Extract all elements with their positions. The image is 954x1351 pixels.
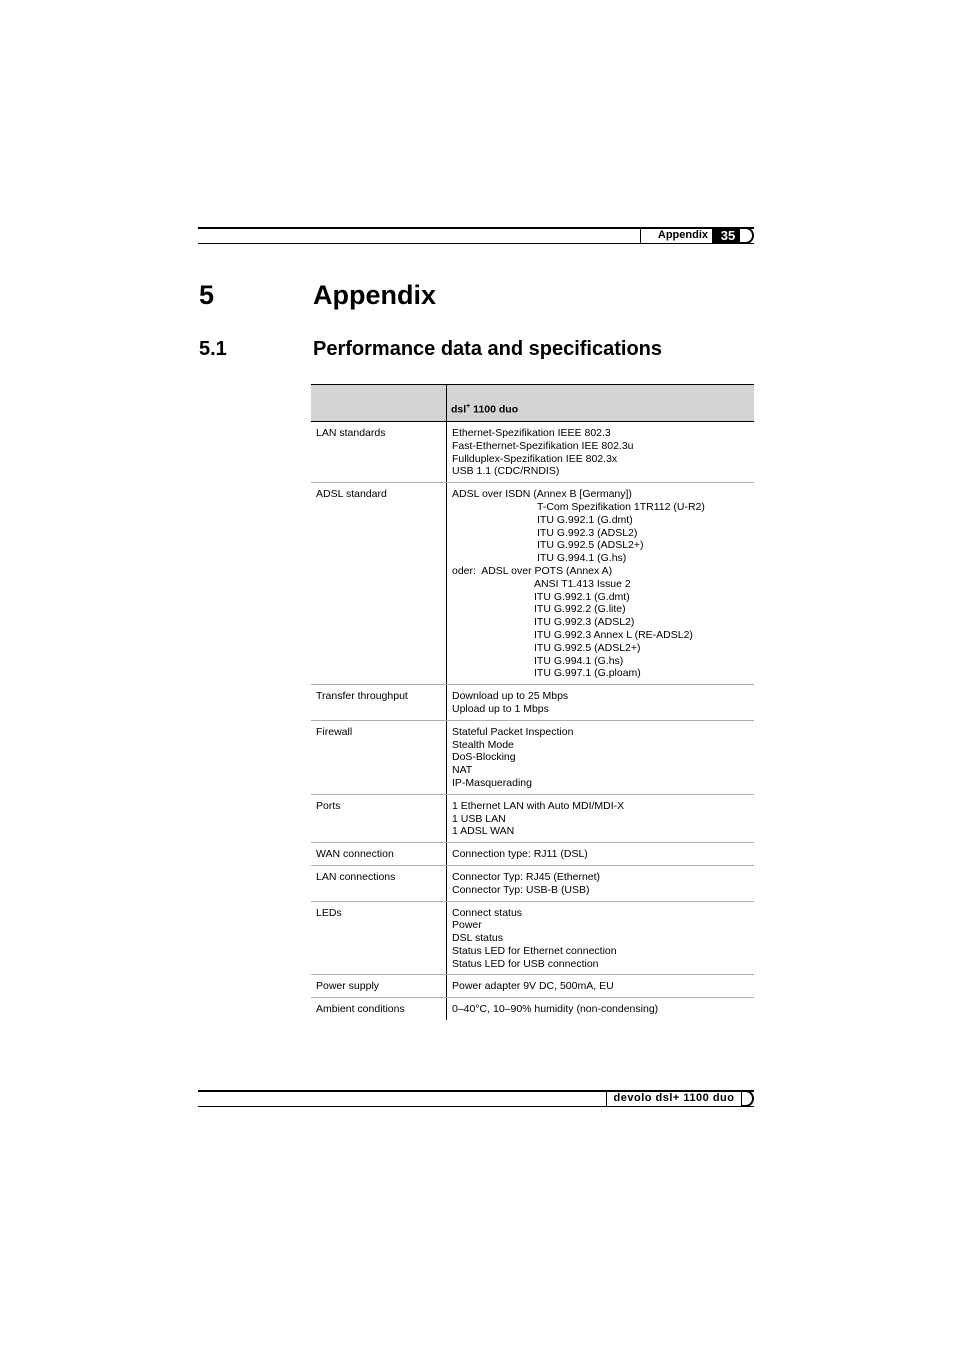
spec-value-line: Connection type: RJ11 (DSL) (452, 848, 588, 861)
spec-label: Transfer throughput (311, 685, 447, 721)
spec-value-line: Power (452, 919, 482, 932)
spec-label: Ambient conditions (316, 1003, 405, 1016)
spec-value-line: 0–40°C, 10–90% humidity (non-condensing) (452, 1003, 659, 1016)
spec-label: LEDs (311, 901, 447, 975)
spec-value-line: Connect status (452, 906, 523, 919)
spec-value-line: Connector Typ: USB-B (USB) (452, 883, 590, 896)
spec-label: ADSL standard (311, 483, 447, 685)
table-row (311, 843, 754, 866)
spec-value-line: IP-Masquerading (452, 776, 532, 789)
spec-value-line: Upload up to 1 Mbps (452, 702, 549, 715)
spec-value-line: 1 USB LAN (452, 812, 506, 825)
spec-value-line: ITU G.992.5 (ADSL2+) (537, 539, 644, 552)
header-page-number: 35 (712, 227, 744, 244)
spec-value-line: Stealth Mode (452, 738, 514, 751)
spec-value-line: Fast-Ethernet-Spezifikation IEE 802.3u (452, 439, 634, 452)
table-row (311, 483, 754, 685)
spec-value-line: ITU G.992.5 (ADSL2+) (534, 641, 641, 654)
spec-value-line: ITU G.997.1 (G.ploam) (534, 667, 641, 680)
spec-value-line: Power adapter 9V DC, 500mA, EU (452, 980, 614, 993)
table-row (311, 794, 754, 842)
section-title: Performance data and specifications (313, 338, 663, 360)
spec-label: LAN connections (311, 865, 447, 901)
spec-value (447, 998, 755, 1020)
spec-value-line: ITU G.992.3 Annex L (RE-ADSL2) (534, 628, 693, 641)
spec-value-line: ITU G.992.3 (ADSL2) (537, 526, 638, 539)
table-row (311, 998, 754, 1020)
spec-value (447, 901, 755, 975)
spec-value (447, 483, 755, 685)
spec-value-line: ANSI T1.413 Issue 2 (534, 577, 631, 590)
spec-value (447, 422, 755, 483)
spec-label: LAN standards (311, 422, 447, 483)
spec-value-line: Status LED for Ethernet connection (452, 944, 617, 957)
spec-value-line: ITU G.994.1 (G.hs) (534, 654, 624, 667)
header-section-label: Appendix (640, 228, 710, 243)
header-end-cap (740, 227, 754, 244)
spec-value-line: USB 1.1 (CDC/RNDIS) (452, 465, 560, 478)
spec-value (447, 685, 755, 721)
spec-value-line: ITU G.994.1 (G.hs) (537, 552, 627, 565)
chapter-number: 5 (199, 280, 215, 310)
section-number: 5.1 (199, 338, 227, 360)
spec-label: Power supply (311, 975, 447, 998)
spec-label: Ports (311, 794, 447, 842)
table-row (311, 901, 754, 975)
spec-value-line: ITU G.992.1 (G.dmt) (537, 513, 633, 526)
spec-value-line: Connector Typ: RJ45 (Ethernet) (452, 870, 601, 883)
spec-value-line: ITU G.992.3 (ADSL2) (534, 616, 635, 629)
spec-value-line: Download up to 25 Mbps (452, 690, 569, 703)
product-prefix: dsl (451, 403, 467, 415)
spec-value (447, 865, 755, 901)
spec-value-line: oder: ADSL over POTS (Annex A) (452, 564, 613, 577)
spec-value (447, 794, 755, 842)
spec-value-line: T-Com Spezifikation 1TR112 (U-R2) (537, 500, 705, 513)
table-row (311, 422, 754, 483)
spec-value-line: Status LED for USB connection (452, 957, 599, 970)
table-header-empty (311, 385, 447, 422)
spec-value (447, 720, 755, 794)
table-row (311, 975, 754, 998)
spec-value-line: Stateful Packet Inspection (452, 725, 574, 738)
spec-value (447, 843, 755, 866)
spec-value (447, 975, 755, 998)
product-sup: + (466, 402, 471, 410)
spec-value-line: ITU G.992.1 (G.dmt) (534, 590, 630, 603)
footer-rule-bottom (198, 1106, 754, 1107)
spec-value-line: NAT (452, 764, 473, 777)
footer-end-cap (742, 1090, 754, 1107)
table-row (311, 685, 754, 721)
product-rest: 1100 duo (470, 403, 519, 415)
specifications-table (311, 384, 754, 1020)
spec-value-line: ADSL over ISDN (Annex B [Germany]) (452, 488, 632, 501)
chapter-title: Appendix (313, 280, 437, 310)
spec-label: Firewall (311, 720, 447, 794)
spec-value-line: ITU G.992.2 (G.lite) (534, 603, 626, 616)
spec-value-line: 1 ADSL WAN (452, 825, 515, 838)
spec-value-line: Ethernet-Spezifikation IEEE 802.3 (452, 427, 611, 439)
spec-value-line: 1 Ethernet LAN with Auto MDI/MDI-X (452, 799, 625, 812)
table-row (311, 720, 754, 794)
table-header-row (311, 385, 754, 422)
spec-value-line: DoS-Blocking (452, 751, 516, 764)
header-rule-bottom (198, 243, 754, 244)
spec-value-line: Fullduplex-Spezifikation IEE 802.3x (452, 452, 618, 465)
table-row (311, 865, 754, 901)
table-header-product (447, 385, 755, 422)
footer-product-name: devolo dsl+ 1100 duo (606, 1091, 742, 1106)
spec-label: WAN connection (311, 843, 447, 866)
spec-value-line: DSL status (452, 932, 503, 945)
